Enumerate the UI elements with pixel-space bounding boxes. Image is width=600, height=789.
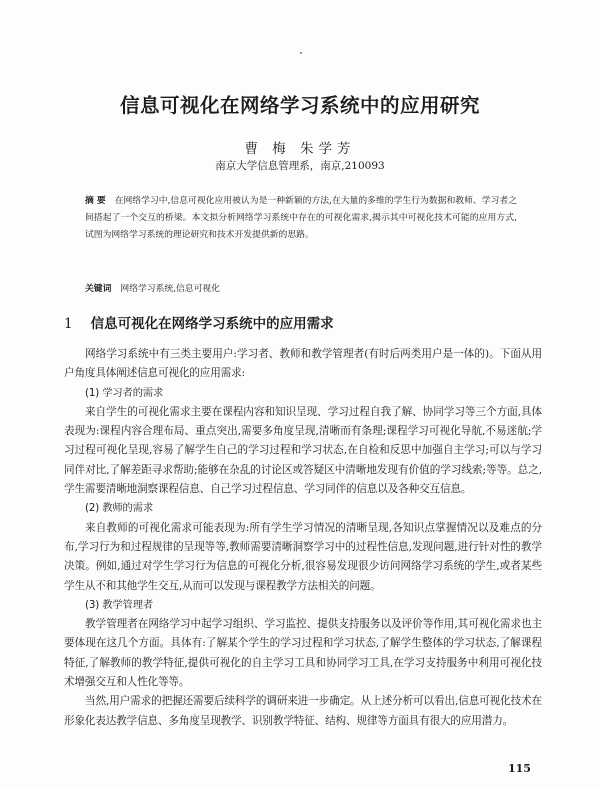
subheading-learner: (1) 学习者的需求 <box>85 386 164 399</box>
abstract-text: 在网络学习中,信息可视化应用被认为是一种新颖的方法,在大量的多维的学生行为数据和教师、学习者之间搭起了一个交互的桥梁。本文拟分析网络学习系统中存在的可视化需求,揭示其中可视化技术可能的应用方式,试图为网络学习系统的理论研究和技术开发提供新的思路。 <box>85 196 517 240</box>
section-heading <box>64 312 334 332</box>
body-paragraph: 当然,用户需求的把握还需要后续科学的调研来进一步确定。从上述分析可以看出,信息可视化技术在形象化表达教学信息、多角度呈现教学、识别教学特征、结构、规律等方面具有很大的应用潜力。 <box>64 695 542 727</box>
body-paragraph: 网络学习系统中有三类主要用户:学习者、教师和教学管理者(有时后两类用户是一体的)。下面从用户角度具体阐述信息可视化的应用需求: <box>64 348 542 380</box>
subheading-manager: (3) 教学管理者 <box>85 598 153 611</box>
paper-authors: 曹 梅 朱学芳 <box>244 141 356 157</box>
scan-speck <box>300 52 302 54</box>
author-affiliation: 南京大学信息管理系，南京,210093 <box>215 160 385 172</box>
section-number: 1 <box>64 316 73 332</box>
section-title-text: 信息可视化在网络学习系统中的应用需求 <box>90 316 334 332</box>
keywords-text: 网络学习系统,信息可视化 <box>120 284 220 294</box>
body-paragraph: 来自教师的可视化需求可能表现为:所有学生学习情况的清晰呈现,各知识点掌握情况以及难点的分布,学习行为和过程规律的呈现等等,教师需要清晰洞察学习中的过程性信息,发现问题,进行针对性的教学决策。例如,通过对学生学习行为信息的可视化分析,很容易发现很少访问网络学习系统的学生,或者某些学生从不和其他学生交互,从而可以发现与课程教学方法相关的问题。 <box>64 521 542 592</box>
body-paragraph: 来自学生的可视化需求主要在课程内容和知识呈现、学习过程自我了解、协同学习等三个方面,具体表现为:课程内容合理布局、重点突出,需要多角度呈现,清晰而有条理;课程学习可视化导航,不易迷航;学习过程可视化呈现,容易了解学生自己的学习过程和学习状态,在自检和反思中加强自主学习;可以与学习同伴对比,了解差距寻求帮助;能够在杂乱的讨论区或答疑区中清晰地发现有价值的学习线索;等等。总之,学生需要清晰地洞察课程信息、自己学习过程信息、学习同伴的信息以及各种交互信息。 <box>64 405 542 496</box>
abstract <box>85 193 517 244</box>
abstract-label: 摘 要 <box>85 196 106 206</box>
paper-title: 信息可视化在网络学习系统中的应用研究 <box>119 94 480 117</box>
subheading-teacher: (2) 教师的需求 <box>85 502 153 515</box>
section-body <box>64 345 542 731</box>
keywords-label: 关键词 <box>85 284 112 294</box>
page-number: 115 <box>508 762 531 775</box>
body-paragraph: 教学管理者在网络学习中起学习组织、学习监控、提供支持服务以及评价等作用,其可视化需求也主要体现在这几个方面。具体有:了解某个学生的学习过程和学习状态,了解学生整体的学习状态,了解课程特征,了解教师的教学特征,提供可视化的自主学习工具和协同学习工具,在学习支持服务中利用可视化技术增强交互和人性化等等。 <box>64 618 542 689</box>
keywords <box>85 281 517 294</box>
